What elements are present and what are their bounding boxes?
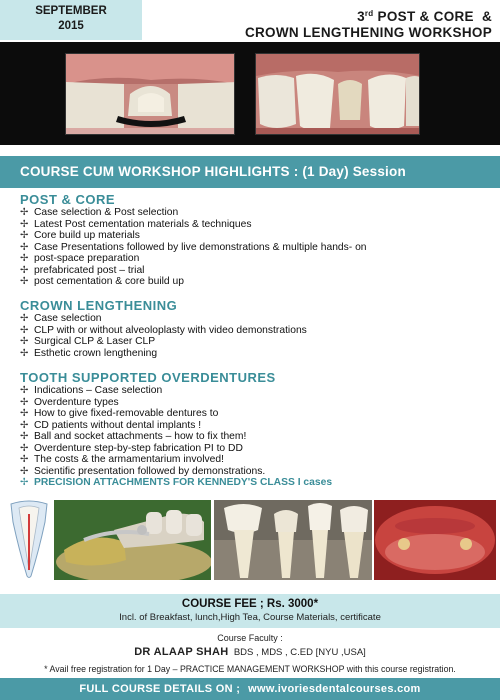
date-year: 2015 (58, 20, 84, 32)
course-fee-includes: Incl. of Breakfast, lunch,High Tea, Course Materials, certificate (119, 612, 381, 623)
list-item-precision-attachments: ✢ PRECISION ATTACHMENTS FOR KENNEDY'S CLASS I cases (20, 477, 333, 488)
post-core-list (20, 207, 367, 288)
bullet-icon: ✢ (20, 276, 29, 287)
bullet-icon: ✢ (20, 477, 29, 488)
bullet-icon: ✢ (20, 253, 29, 264)
bullet-icon: ✢ (20, 431, 29, 442)
list-item: ✢ Latest Post cementation materials & techniques (20, 218, 252, 230)
course-fee-title: COURSE FEE ; Rs. 3000* (181, 598, 319, 610)
bullet-icon: ✢ (20, 454, 29, 465)
highlights-banner: COURSE CUM WORKSHOP HIGHLIGHTS : (1 Day) Session (0, 156, 500, 188)
bullet-icon: ✢ (20, 218, 29, 230)
list-item: ✢ How to give fixed-removable dentures to (20, 408, 219, 419)
precision-attachment-model-image (54, 500, 211, 580)
faculty-credentials: BDS , MDS , C.ED [NYU ,USA] (233, 647, 366, 658)
section-title-overdentures: TOOTH SUPPORTED OVERDENTURES (20, 370, 276, 385)
bullet-icon: ✢ (20, 324, 29, 336)
bullet-icon: ✢ (20, 336, 29, 347)
date-box (0, 0, 142, 40)
list-item: ✢ Case selection & Post selection (20, 207, 179, 218)
photo-band (0, 42, 500, 145)
title-line-1 (245, 6, 492, 25)
title-superscript: rd (364, 9, 374, 18)
bullet-icon: ✢ (20, 347, 29, 359)
overdenture-mouth-image (374, 500, 496, 580)
list-item: ✢ Overdenture step-by-step fabrication PI to DD (20, 442, 243, 454)
title-line-2: CROWN LENGTHENING WORKSHOP (244, 25, 492, 40)
list-item: ✢ post cementation & core build up (20, 276, 184, 287)
workshop-title (245, 6, 492, 41)
list-item: ✢ CD patients without dental implants ! (20, 419, 202, 431)
list-item: ✢ prefabricated post – trial (20, 264, 145, 276)
footer (0, 678, 500, 700)
list-item: ✢ Indications – Case selection (20, 385, 163, 396)
list-item: ✢ Case Presentations followed by live demonstrations & multiple hands- on (20, 241, 367, 253)
tooth-cross-section-image (5, 500, 53, 580)
bullet-icon: ✢ (20, 396, 29, 408)
bullet-icon: ✢ (20, 230, 29, 241)
bullet-icon: ✢ (20, 465, 29, 477)
list-item: ✢ Surgical CLP & Laser CLP (20, 336, 156, 347)
faculty-label: Course Faculty : (217, 633, 283, 643)
title-number: 3 (357, 9, 365, 24)
list-item: ✢ Scientific presentation followed by demonstrations. (20, 465, 266, 477)
clinical-photo-after (255, 53, 420, 135)
list-item: ✢ Core build up materials (20, 230, 140, 241)
crown-lengthening-list (20, 313, 307, 359)
date-month: SEPTEMBER (35, 5, 107, 17)
bullet-icon: ✢ (20, 442, 29, 454)
bullet-icon: ✢ (20, 207, 29, 218)
course-fee-box (0, 594, 500, 628)
bullet-icon: ✢ (20, 264, 29, 276)
overdentures-list (20, 385, 332, 489)
header (0, 0, 500, 42)
website-link[interactable]: www.ivoriesdentalcourses.com (248, 683, 421, 695)
list-item: ✢ post-space preparation (20, 253, 140, 264)
extracted-teeth-image (214, 500, 372, 580)
registration-note: * Avail free registration for 1 Day – PRACTICE MANAGEMENT WORKSHOP with this course registration. (44, 664, 456, 674)
bullet-icon: ✢ (20, 241, 29, 253)
list-item: ✢ Overdenture types (20, 396, 119, 408)
clinical-photo-before (65, 53, 235, 135)
list-item: ✢ The costs & the armamentarium involved! (20, 454, 224, 465)
list-item: ✢ Esthetic crown lengthening (20, 347, 158, 359)
title-line-1-text: POST & CORE & (373, 9, 492, 24)
list-item: ✢ CLP with or without alveoloplasty with video demonstrations (20, 324, 307, 336)
bullet-icon: ✢ (20, 408, 29, 419)
list-item: ✢ Case selection (20, 313, 102, 324)
faculty-name: DR ALAAP SHAH (134, 646, 229, 658)
section-title-crown-lengthening: CROWN LENGTHENING (20, 298, 178, 313)
faculty-line (0, 646, 500, 658)
footer-label: FULL COURSE DETAILS ON ; (79, 683, 241, 695)
section-title-post-core: POST & CORE (20, 192, 116, 207)
bullet-icon: ✢ (20, 419, 29, 431)
bullet-icon: ✢ (20, 313, 29, 324)
list-item: ✢ Ball and socket attachments – how to fix them! (20, 431, 247, 442)
bullet-icon: ✢ (20, 385, 29, 396)
image-strip (0, 500, 500, 580)
